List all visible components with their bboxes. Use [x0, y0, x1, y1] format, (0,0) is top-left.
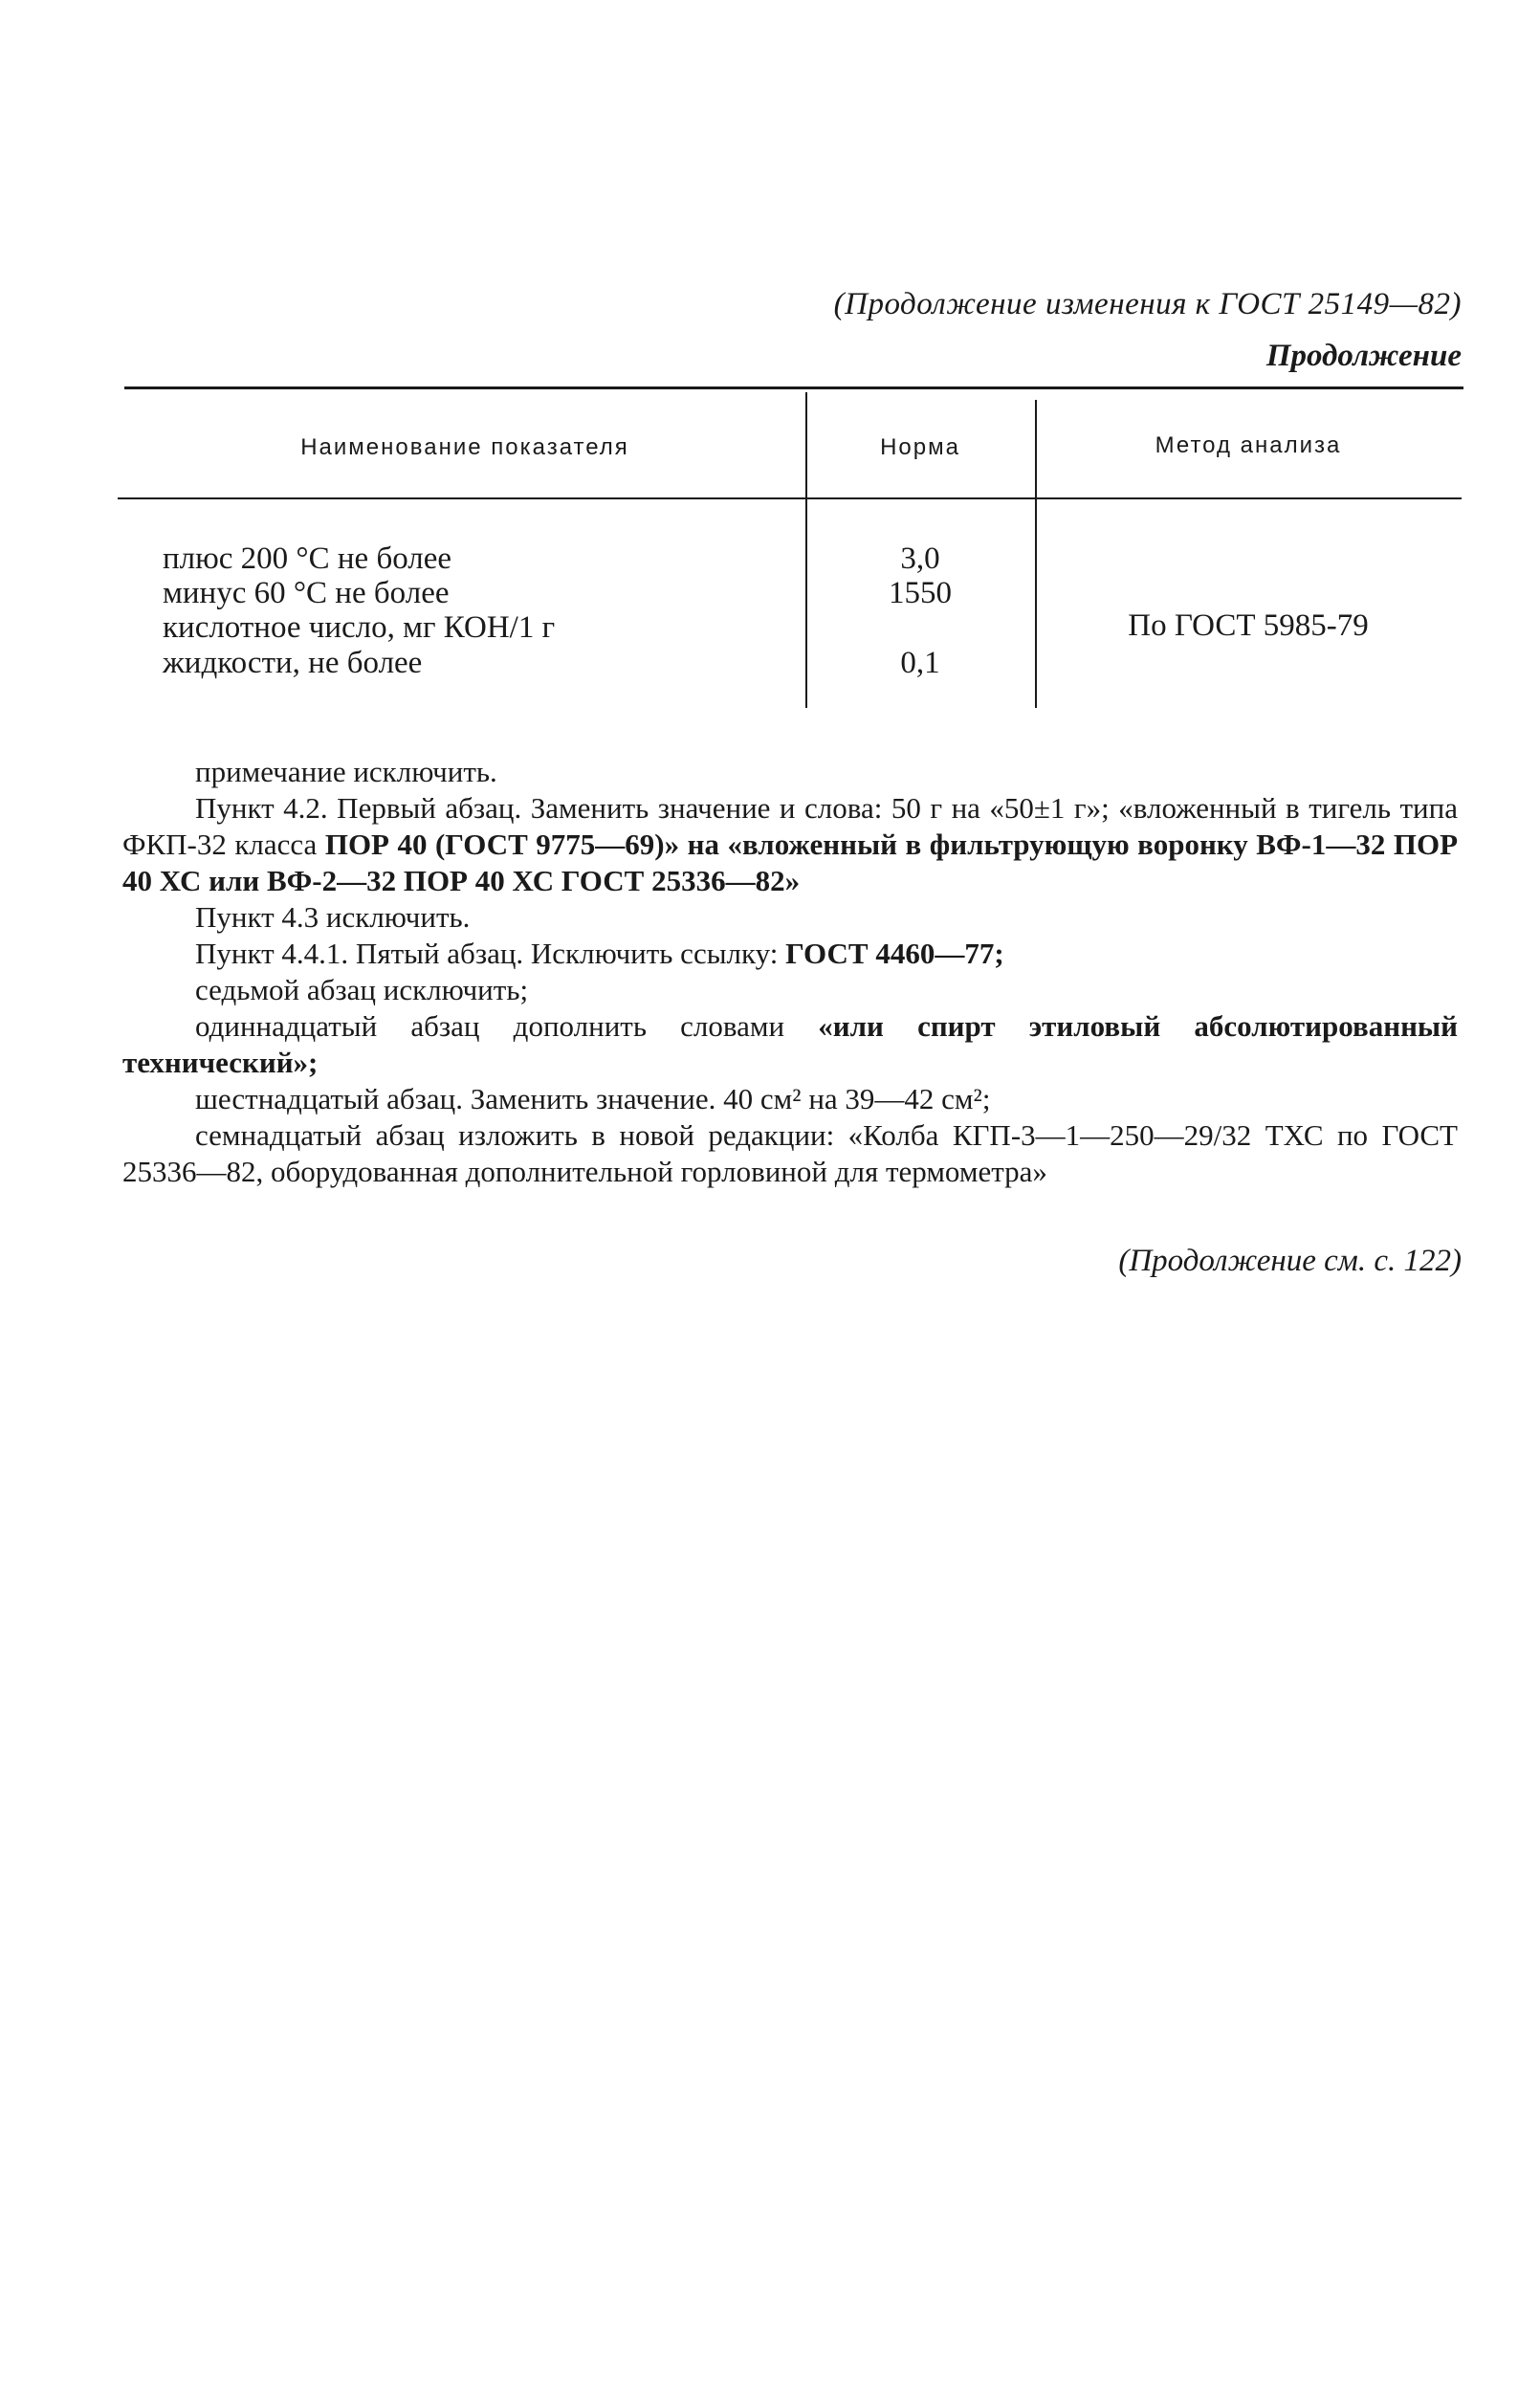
paragraph — [122, 1081, 1458, 1117]
table-header-method: Метод анализа — [1155, 432, 1342, 458]
header-note: (Продолжение изменения к ГОСТ 25149—82) — [833, 287, 1462, 321]
paragraph — [122, 1117, 1458, 1190]
continuation-label: Продолжение — [1265, 339, 1462, 373]
table-row-norm: 1550 — [889, 576, 952, 610]
paragraph — [122, 972, 1458, 1008]
paragraph-text: семнадцатый абзац изложить в новой редакции: «Колба КГП-3—1—250—29/32 ТХС по ГОСТ 25336—82, оборудованная дополнительной горловиной для термометра» — [122, 1118, 1458, 1188]
paragraph-text: Пункт 4.2. Первый абзац. Заменить значение и слова: 50 г на «50±1 г»; «вложенный в тигель типа ФКП-32 класса — [122, 791, 1458, 861]
footer-note: (Продолжение см. с. 122) — [1118, 1244, 1462, 1278]
paragraph — [122, 899, 1458, 936]
table-row-norm: 3,0 — [900, 541, 940, 576]
paragraph — [122, 790, 1458, 899]
paragraph-bold: «или спирт этиловый абсолютированный технический»; — [122, 1009, 1458, 1079]
paragraph-bold: ПОР 40 (ГОСТ 9775—69)» на «вложенный в фильтрующую воронку ВФ-1—32 ПОР 40 ХС или ВФ-2—32 ПОР 40 ХС ГОСТ 25336—82» — [122, 828, 1459, 897]
amendment-text — [122, 754, 1458, 1190]
paragraph-text: примечание исключить. — [195, 755, 497, 788]
table-row-name: кислотное число, мг КОН/1 г — [163, 610, 556, 645]
table-row-norm: 0,1 — [900, 646, 940, 680]
table-header-name: Наименование показателя — [300, 434, 629, 460]
paragraph-text: Пункт 4.3 исключить. — [195, 900, 471, 934]
paragraph — [122, 754, 1458, 790]
paragraph-text: Пункт 4.4.1. Пятый абзац. Исключить ссылку: — [195, 937, 786, 970]
paragraph-text: одиннадцатый абзац дополнить словами — [195, 1009, 819, 1043]
paragraph-text: шестнадцатый абзац. Заменить значение. 40 см² на 39—42 см²; — [195, 1082, 991, 1115]
table-method: По ГОСТ 5985-79 — [1128, 608, 1369, 643]
table-top-rule — [124, 386, 1463, 389]
table-row-name: жидкости, не более — [163, 646, 423, 680]
paragraph-text: седьмой абзац исключить; — [195, 973, 529, 1006]
table-header-rule — [118, 497, 1462, 499]
paragraph-bold: ГОСТ 4460—77; — [785, 937, 1004, 970]
paragraph — [122, 1008, 1458, 1081]
table-row-name: минус 60 °С не более — [163, 576, 450, 610]
table-header-norm: Норма — [880, 434, 960, 460]
paragraph — [122, 936, 1458, 972]
table-row-name: плюс 200 °С не более — [163, 541, 452, 576]
